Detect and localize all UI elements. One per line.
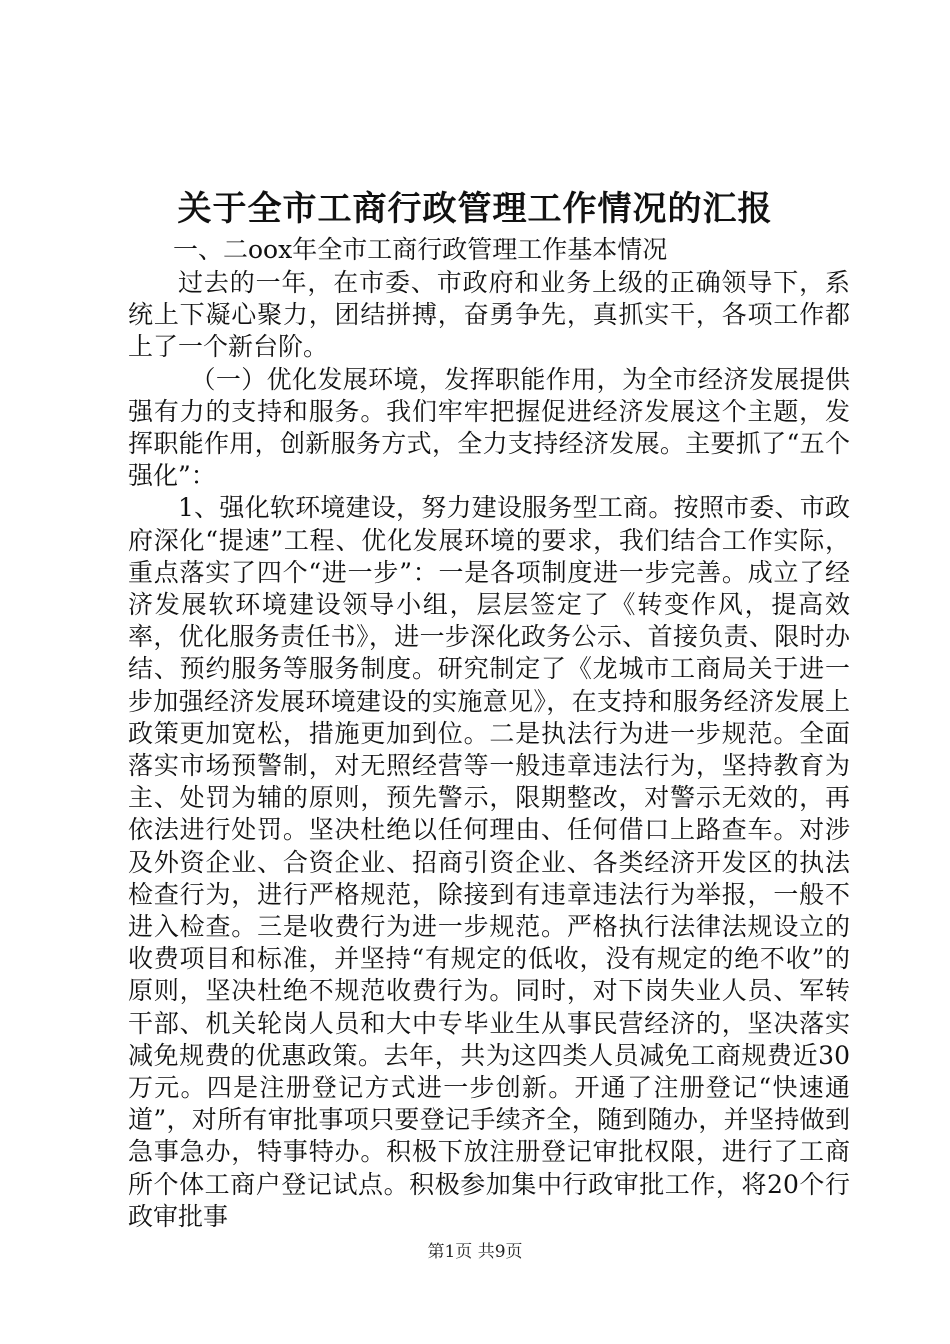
paragraph-intro: 过去的一年，在市委、市政府和业务上级的正确领导下，系统上下凝心聚力，团结拼搏，奋勇争先，真抓实干，各项工作都上了一个新台阶。: [128, 268, 850, 362]
page-number-footer: 第1页 共9页: [427, 1242, 523, 1262]
section-heading: 一、二oox年全市工商行政管理工作基本情况: [173, 235, 668, 264]
paragraph-item-one: 1、强化软环境建设，努力建设服务型工商。按照市委、市政府深化“提速”工程、优化发展环境的要求，我们结合工作实际，重点落实了四个“进一步”：一是各项制度进一步完善。成立了经济发展软环境建设领导小组，层层签定了《转变作风，提高效率，优化服务责任书》，进一步深化政务公示、首接负责、限时办结、预约服务等服务制度。研究制定了《龙城市工商局关于进一步加强经济发展环境建设的实施意见》，在支持和服务经济发展上政策更加宽松，措施更加到位。二是执法行为进一步规范。全面落实市场预警制，对无照经营等一般违章违法行为，坚持教育为主、处罚为辅的原则，预先警示，限期整改，对警示无效的，再依法进行处罚。坚决杜绝以任何理由、任何借口上路查车。对涉及外资企业、合资企业、招商引资企业、各类经济开发区的执法检查行为，进行严格规范，除接到有违章违法行为举报，一般不进入检查。三是收费行为进一步规范。严格执行法律法规设立的收费项目和标准，并坚持“有规定的低收，没有规定的绝不收”的原则，坚决杜绝不规范收费行为。同时，对下岗失业人员、军转干部、机关轮岗人员和大中专毕业生从事民营经济的，坚决落实减免规费的优惠政策。去年，共为这四类人员减免工商规费近30万元。四是注册登记方式进一步创新。开通了注册登记“快速通道”，对所有审批事项只要登记手续齐全，随到随办，并坚持做到急事急办，特事特办。积极下放注册登记审批权限，进行了工商所个体工商户登记试点。积极参加集中行政审批工作，将20个行政审批事: [128, 493, 850, 1231]
document-body: [128, 267, 850, 1233]
paragraph-section-one: （一）优化发展环境，发挥职能作用，为全市经济发展提供强有力的支持和服务。我们牢牢把握促进经济发展这个主题，发挥职能作用，创新服务方式，全力支持经济发展。主要抓了“五个强化”：: [128, 364, 850, 491]
document-title: 关于全市工商行政管理工作情况的汇报: [177, 189, 773, 229]
